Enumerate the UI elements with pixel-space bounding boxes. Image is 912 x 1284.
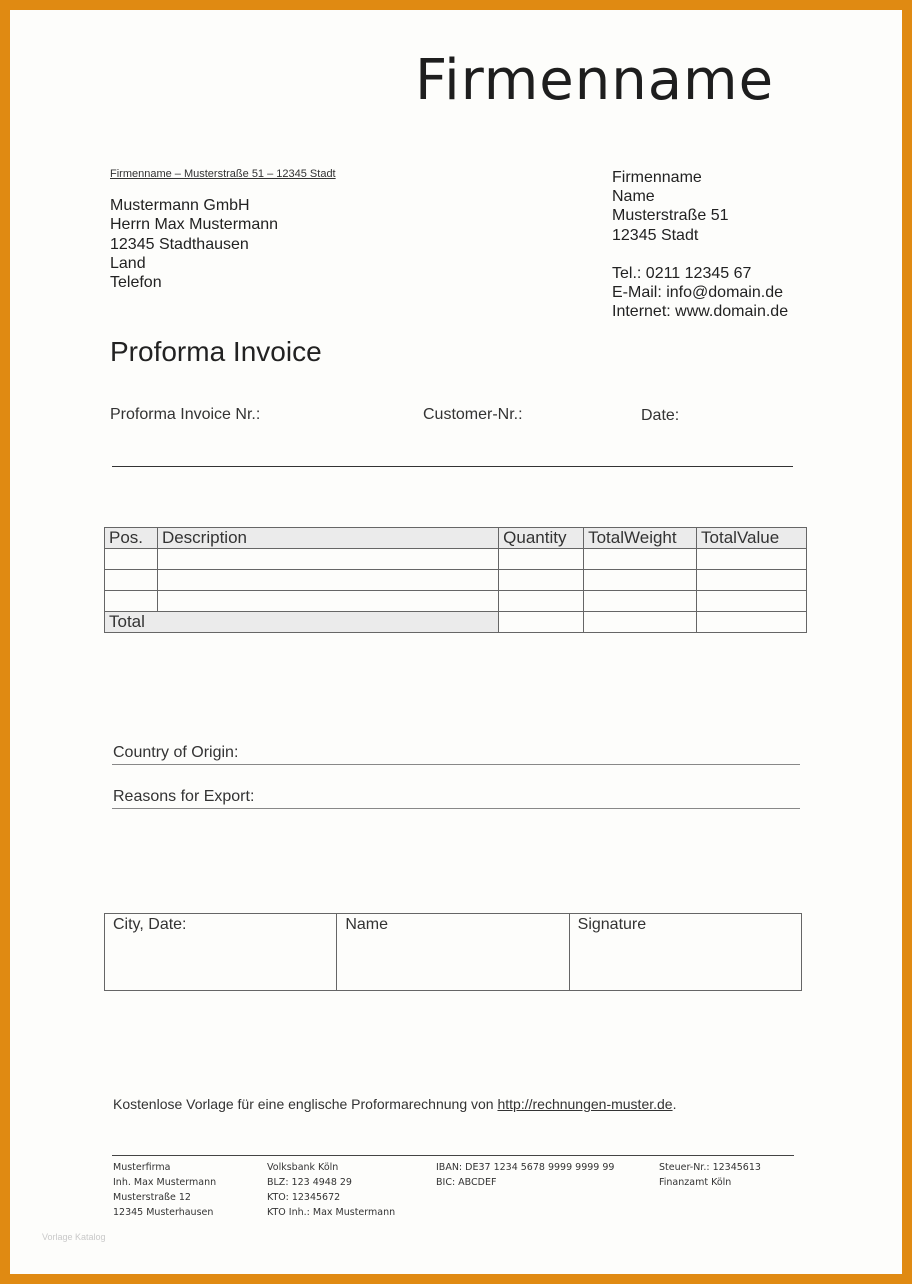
signature-table — [104, 913, 802, 991]
header-description: Description — [157, 528, 498, 549]
date-label: Date: — [641, 407, 680, 424]
contact-email: E-Mail: info@domain.de — [612, 284, 783, 302]
footer-line: Musterfirma — [113, 1162, 171, 1173]
recipient-line: 12345 Stadthausen — [110, 235, 249, 253]
header-pos: Pos. — [105, 528, 158, 549]
name-cell: Name — [337, 914, 569, 991]
invoice-page — [10, 10, 902, 1274]
watermark: Vorlage Katalog — [42, 1232, 106, 1242]
footer-line: BLZ: 123 4948 29 — [267, 1177, 352, 1188]
city-date-cell: City, Date: — [105, 914, 337, 991]
recipient-line: Land — [110, 254, 146, 272]
footer-line: IBAN: DE37 1234 5678 9999 9999 99 — [436, 1162, 615, 1173]
contact-phone: Tel.: 0211 12345 67 — [612, 264, 752, 282]
recipient-address — [110, 196, 278, 292]
contact-line: Firmenname — [612, 169, 702, 186]
footer-line: Steuer-Nr.: 12345613 — [659, 1162, 761, 1173]
contact-line: Name — [612, 188, 655, 206]
company-name: Firmenname — [415, 48, 775, 113]
footer-line: Finanzamt Köln — [659, 1177, 732, 1188]
template-note-end: . — [672, 1096, 677, 1112]
recipient-line: Herrn Max Mustermann — [110, 216, 279, 234]
meta-divider — [112, 466, 793, 467]
header-total-value: TotalValue — [697, 528, 807, 549]
sender-contact — [612, 168, 788, 321]
footer-line: BIC: ABCDEF — [436, 1177, 497, 1188]
footer-line: 12345 Musterhausen — [113, 1207, 214, 1218]
header-total-weight: TotalWeight — [584, 528, 697, 549]
template-link[interactable]: http://rechnungen-muster.de — [497, 1096, 673, 1112]
customer-number-label: Customer-Nr.: — [423, 406, 523, 423]
footer-line: Musterstraße 12 — [113, 1192, 191, 1203]
footer-line: KTO Inh.: Max Mustermann — [267, 1207, 396, 1218]
table-row — [105, 549, 807, 570]
footer-bank — [267, 1160, 395, 1220]
document-title: Proforma Invoice — [110, 336, 322, 367]
template-note — [113, 1096, 676, 1112]
footer-line: Inh. Max Mustermann — [113, 1177, 217, 1188]
footer-iban — [436, 1160, 614, 1190]
recipient-line: Mustermann GmbH — [110, 197, 250, 214]
recipient-line: Telefon — [110, 274, 162, 292]
header-quantity: Quantity — [499, 528, 584, 549]
reasons-for-export-line — [112, 808, 800, 809]
table-total-row — [105, 612, 807, 633]
contact-website: Internet: www.domain.de — [612, 303, 789, 321]
table-row — [105, 570, 807, 591]
contact-line: 12345 Stadt — [612, 226, 699, 244]
country-of-origin-label: Country of Origin: — [113, 744, 239, 761]
reasons-for-export-label: Reasons for Export: — [113, 788, 255, 805]
invoice-number-label: Proforma Invoice Nr.: — [110, 406, 261, 423]
contact-line: Musterstraße 51 — [612, 207, 729, 225]
sender-return-line: Firmenname – Musterstraße 51 – 12345 Stadt — [110, 168, 336, 180]
items-table — [104, 527, 807, 633]
footer-tax — [659, 1160, 761, 1190]
table-header-row — [105, 528, 807, 549]
template-note-text: Kostenlose Vorlage für eine englische Proformarechnung von — [113, 1096, 498, 1112]
footer-divider — [112, 1155, 794, 1156]
country-of-origin-line — [112, 764, 800, 765]
signature-cell: Signature — [569, 914, 801, 991]
total-label: Total — [105, 612, 499, 633]
footer-company — [113, 1160, 216, 1220]
footer-line: Volksbank Köln — [267, 1162, 339, 1173]
table-row — [105, 591, 807, 612]
footer-line: KTO: 12345672 — [267, 1192, 341, 1203]
